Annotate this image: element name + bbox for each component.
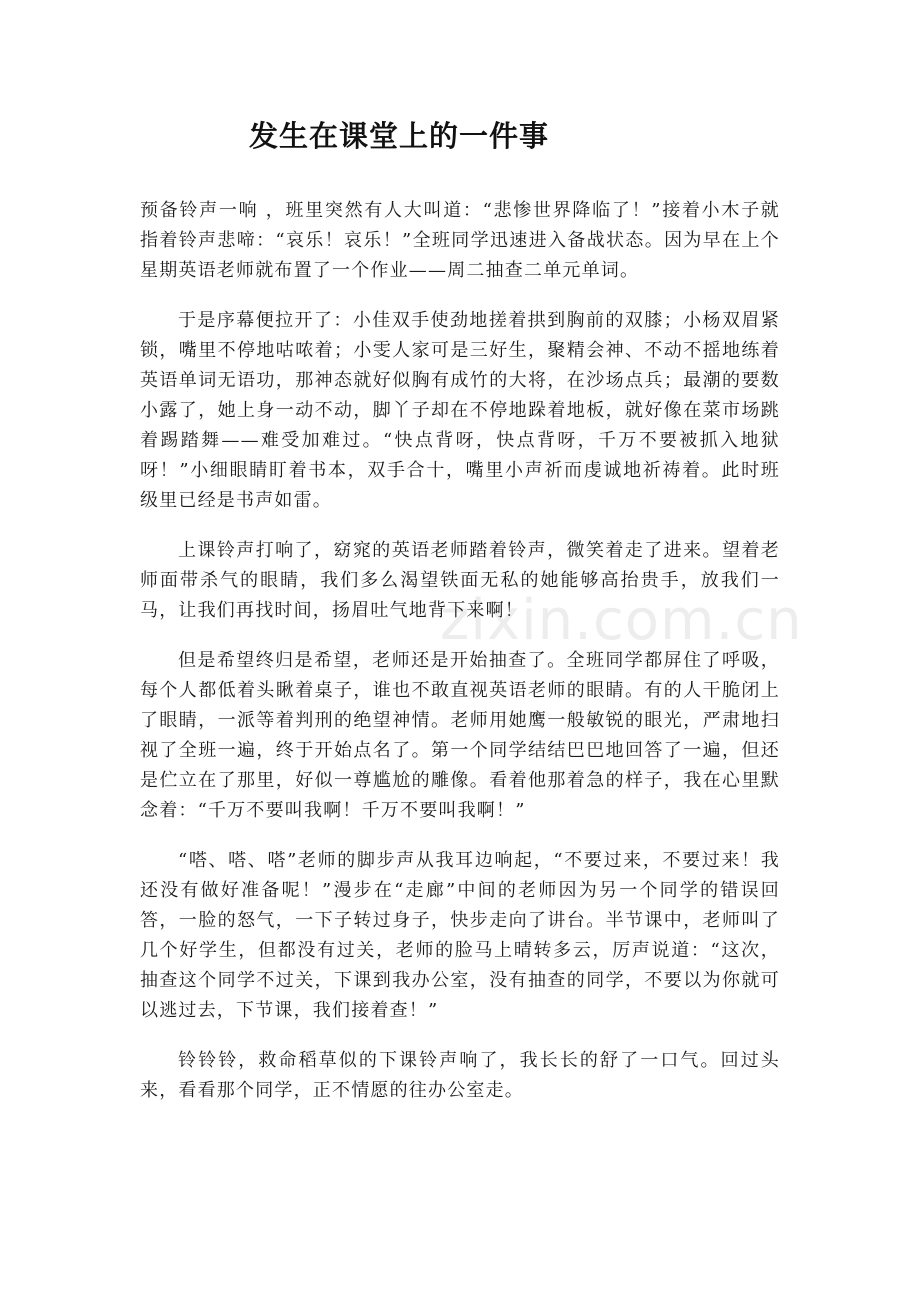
paragraph-1: 预备铃声一响 ，班里突然有人大叫道：“悲惨世界降临了！”接着小木子就指着铃声悲啼：“哀乐！哀乐！”全班同学迅速进入备战状态。因为早在上个星期英语老师就布置了一个作业——周二抽查二单元单词。	[140, 200, 780, 281]
paragraph-2: 于是序幕便拉开了：小佳双手使劲地搓着拱到胸前的双膝；小杨双眉紧锁，嘴里不停地咕哝着；小雯人家可是三好生，聚精会神、不动不摇地练着英语单词无语功，那神态就好似胸有成竹的大将，在沙场点兵；最潮的要数小露了，她上身一动不动，脚丫子却在不停地跺着地板，就好像在菜市场跳着踢踏舞——难受加难过。“快点背呀，快点背呀，千万不要被抓入地狱呀！”小细眼睛盯着书本，双手合十，嘴里小声祈而虔诚地祈祷着。此时班级里已经是书声如雷。	[140, 310, 780, 511]
document-body	[140, 196, 780, 1126]
paragraph-4: 但是希望终归是希望，老师还是开始抽查了。全班同学都屏住了呼吸，每个人都低着头瞅着桌子，谁也不敢直视英语老师的眼睛。有的人干脆闭上了眼睛，一派等着判刑的绝望神情。老师用她鹰一般敏锐的眼光，严肃地扫视了全班一遍，终于开始点名了。第一个同学结结巴巴地回答了一遍，但还是伫立在了那里，好似一尊尴尬的雕像。看着他那着急的样子，我在心里默念着：“千万不要叫我啊！千万不要叫我啊！”	[140, 650, 780, 821]
paragraph-5: “嗒、嗒、嗒”老师的脚步声从我耳边响起，“不要过来，不要过来！我还没有做好准备呢！”漫步在“走廊”中间的老师因为另一个同学的错误回答，一脸的怒气，一下子转过身子，快步走向了讲台。半节课中，老师叫了几个好学生，但都没有过关，老师的脸马上晴转多云，厉声说道：“这次，抽查这个同学不过关，下课到我办公室，没有抽查的同学，不要以为你就可以逃过去，下节课，我们接着查！”	[140, 850, 780, 1021]
paragraph-3: 上课铃声打响了，窈窕的英语老师踏着铃声，微笑着走了进来。望着老师面带杀气的眼睛，我们多么渴望铁面无私的她能够高抬贵手，放我们一马，让我们再找时间，扬眉吐气地背下来啊！	[140, 540, 780, 621]
paragraph-6: 铃铃铃，救命稻草似的下课铃声响了，我长长的舒了一口气。回过头来，看看那个同学，正不情愿的往办公室走。	[140, 1050, 780, 1101]
document-title: 发生在课堂上的一件事	[249, 119, 550, 153]
watermark: zixin.com.cn	[440, 588, 803, 653]
